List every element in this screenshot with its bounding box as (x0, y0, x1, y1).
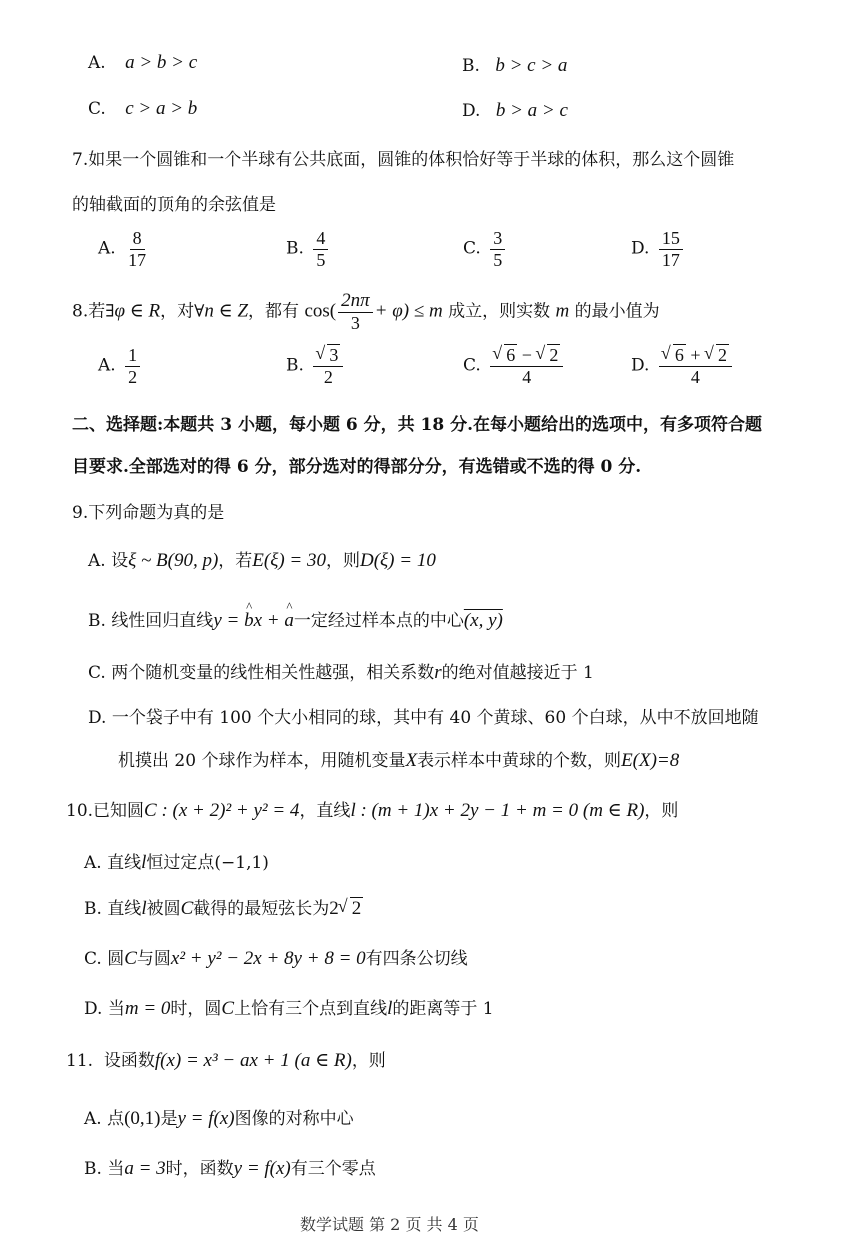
option-label: D. (462, 101, 481, 121)
operator: − (521, 345, 532, 365)
math: y = f(x) (177, 1108, 235, 1129)
math: C (124, 948, 137, 969)
option-label: A. (84, 1109, 102, 1129)
q10-option-d (84, 994, 494, 1020)
text: ，则 (326, 551, 360, 571)
text: 直线 (107, 899, 142, 919)
radicand: 2 (549, 345, 559, 365)
option-label: A. (98, 355, 116, 376)
option-label: C. (84, 949, 102, 969)
denominator: 4 (522, 366, 532, 387)
q7-option-c (463, 228, 509, 270)
math: l : (m + 1)x + 2y − 1 + m = 0 (m ∈ R) (350, 800, 645, 821)
q11-option-b (84, 1154, 376, 1180)
q9-option-c (88, 658, 594, 684)
q7-stem-line2: 的轴截面的顶角的余弦值是 (72, 195, 276, 215)
sqrt (705, 345, 729, 366)
option-label: B. (84, 1159, 102, 1179)
denominator: 2 (323, 366, 333, 387)
option-label: D. (631, 355, 650, 376)
q8-after: + φ) ≤ m (374, 300, 443, 322)
q8-tail2: 的最小值为 (574, 301, 660, 322)
sqrt (536, 345, 560, 366)
option-label: A. (88, 551, 106, 571)
q8-option-d (631, 345, 736, 387)
math: x + (253, 610, 285, 631)
radicand: 3 (329, 345, 339, 365)
q8-prefix: 8.若∃ (72, 301, 115, 322)
denominator: 5 (316, 249, 326, 270)
math: r (434, 662, 442, 683)
q10-option-a (84, 848, 269, 874)
text: 直线 (107, 853, 142, 873)
text: 有四条公切线 (365, 949, 468, 969)
q8-option-c (463, 345, 567, 387)
math: y = (213, 610, 245, 631)
text: ，则 (351, 1051, 386, 1071)
q11-option-a (84, 1104, 354, 1130)
option-label: C. (463, 355, 481, 376)
a-hat: a ^ (284, 610, 294, 632)
q8-fraction (338, 290, 373, 334)
page-footer: 数学试题 第 2 页 共 4 页 (300, 1215, 479, 1234)
text: 线性回归直线 (111, 611, 214, 631)
text: 机摸出 20 个球作为样本，用随机变量 (118, 751, 406, 771)
text: 时，函数 (165, 1159, 234, 1179)
radicand: 2 (718, 345, 727, 365)
text: 有三个零点 (290, 1159, 376, 1179)
sqrt (662, 345, 686, 366)
q8-stem (72, 290, 660, 334)
q10-option-b (84, 894, 363, 920)
text: 的绝对值越接近于 1 (441, 663, 594, 683)
radicand: 2 (351, 898, 362, 919)
text: 10.已知圆 (66, 801, 145, 821)
math: l (387, 998, 393, 1019)
option-fraction (659, 228, 683, 270)
q8-m: m (555, 300, 570, 322)
numerator (659, 345, 732, 367)
math: C (180, 898, 194, 919)
q9-option-d-line1 (88, 703, 759, 728)
option-label: B. (286, 238, 304, 259)
math: C : (x + 2)² + y² = 4 (144, 800, 300, 821)
option-label: C. (88, 99, 106, 119)
option-fraction (490, 345, 563, 387)
b-hat: b ^ (244, 610, 254, 632)
math: m = 0 (124, 998, 171, 1019)
option-label: C. (463, 238, 481, 259)
sqrt (316, 345, 340, 366)
radicand: 6 (674, 345, 684, 365)
q6-option-c (88, 98, 197, 120)
math: E(ξ) = 30 (252, 550, 326, 571)
text: 设 (111, 551, 129, 571)
q9-option-b (88, 606, 503, 632)
math: (x, y) (463, 610, 503, 631)
math: (0,1) (124, 1108, 161, 1129)
text: 与圆 (136, 949, 171, 969)
text: 时，圆 (170, 999, 222, 1019)
denominator: 2 (128, 366, 138, 387)
denominator: 17 (661, 249, 680, 270)
text: 一定经过样本点的中心 (293, 611, 464, 631)
q8-mid1: ，对∀ (160, 301, 205, 322)
text: 图像的对称中心 (234, 1109, 354, 1129)
math: E(X)=8 (621, 750, 680, 771)
section2-line2: 目要求.全部选对的得 6 分，部分选对的得部分分，有选错或不选的得 0 分. (72, 457, 642, 477)
math: X (405, 750, 418, 771)
option-label: D. (631, 238, 650, 259)
q9-stem: 9.下列命题为真的是 (72, 503, 225, 523)
q8-option-b (286, 345, 347, 387)
numerator: 4 (313, 228, 328, 250)
text: 是 (160, 1109, 178, 1129)
text: 当 (107, 1159, 125, 1179)
math: a = 3 (124, 1158, 166, 1179)
text: 上恰有三个点到直线 (234, 999, 388, 1019)
text: 两个随机变量的线性相关性越强，相关系数 (111, 663, 435, 683)
q8-n-in-z: n ∈ Z (204, 300, 249, 322)
option-fraction (490, 228, 505, 270)
text: 被圆 (146, 899, 181, 919)
option-math: b > a > c (495, 100, 568, 121)
q7-option-a (98, 228, 153, 270)
option-math: a > b > c (125, 52, 198, 73)
option-fraction (659, 345, 732, 387)
q9-option-d-line2 (118, 746, 679, 772)
math: l (141, 898, 147, 919)
math: f(x) = x³ − ax + 1 (a ∈ R) (154, 1050, 352, 1071)
text: ，则 (644, 801, 679, 821)
q11-stem (66, 1046, 386, 1072)
text: 当 (107, 999, 125, 1019)
option-fraction (313, 345, 343, 387)
numerator: 8 (130, 228, 145, 250)
option-fraction (125, 228, 149, 270)
text: 恒过定点(−1,1) (146, 853, 269, 873)
q9-option-a (88, 546, 436, 572)
option-math: c > a > b (125, 98, 198, 119)
option-label: B. (88, 611, 106, 631)
option-label: A. (98, 238, 116, 259)
q6-option-d (462, 100, 568, 122)
option-fraction (313, 228, 328, 270)
section2-line1: 二、选择题:本题共 3 小题，每小题 6 分，共 18 分.在每小题给出的选项中，有多项符合题 (72, 415, 763, 435)
sqrt (339, 898, 364, 920)
option-label: D. (84, 999, 103, 1019)
q10-stem (66, 796, 678, 822)
q8-tail1: 成立，则实数 (448, 301, 551, 322)
q8-phi-in-r: φ ∈ R (114, 300, 161, 322)
text: 11. 设函数 (66, 1051, 155, 1071)
q8-cos: cos( (304, 300, 337, 322)
math: ξ ~ B(90, p) (128, 550, 219, 571)
option-label: B. (462, 56, 480, 76)
q7-stem-line1: 7.如果一个圆锥和一个半球有公共底面，圆锥的体积恰好等于半球的体积，那么这个圆锥 (72, 150, 735, 170)
denominator: 17 (128, 249, 147, 270)
text: 一个袋子中有 100 个大小相同的球，其中有 40 个黄球、60 个白球，从中不放回地随 (111, 708, 759, 728)
math: y = f(x) (233, 1158, 291, 1179)
q6-option-b (462, 55, 567, 77)
math: D(ξ) = 10 (360, 550, 436, 571)
denominator: 5 (493, 249, 503, 270)
math: C (221, 998, 235, 1019)
option-label: B. (286, 355, 304, 376)
sqrt (493, 345, 517, 366)
math: x² + y² − 2x + 8y + 8 = 0 (170, 948, 366, 969)
option-label: C. (88, 663, 106, 683)
option-label: B. (84, 899, 102, 919)
numerator: 2nπ (338, 290, 373, 313)
numerator (490, 345, 563, 367)
q7-option-d (631, 228, 687, 270)
option-label: A. (84, 853, 102, 873)
text: 点 (107, 1109, 125, 1129)
text: ，若 (218, 551, 253, 571)
numerator: 15 (659, 228, 683, 250)
denominator: 4 (690, 366, 700, 387)
q6-option-a (88, 52, 197, 74)
math: l (141, 852, 147, 873)
radicand: 6 (506, 345, 516, 365)
q8-mid2: ，都有 (248, 301, 300, 322)
operator: + (690, 345, 701, 365)
numerator: 3 (490, 228, 505, 250)
text: 表示样本中黄球的个数，则 (417, 751, 622, 771)
text: 的距离等于 1 (392, 999, 494, 1019)
q10-option-c (84, 944, 468, 970)
numerator: 1 (125, 345, 140, 367)
text: 截得的最短弦长为 (193, 899, 330, 919)
option-label: A. (88, 53, 106, 73)
q8-option-a (98, 345, 144, 387)
q7-option-b (286, 228, 332, 270)
option-fraction (125, 345, 140, 387)
text: 圆 (107, 949, 125, 969)
math: 2 (329, 898, 339, 919)
numerator (313, 345, 343, 367)
option-math: b > c > a (495, 55, 568, 76)
option-label: D. (88, 708, 107, 728)
text: ，直线 (299, 801, 351, 821)
denominator: 3 (350, 312, 360, 333)
